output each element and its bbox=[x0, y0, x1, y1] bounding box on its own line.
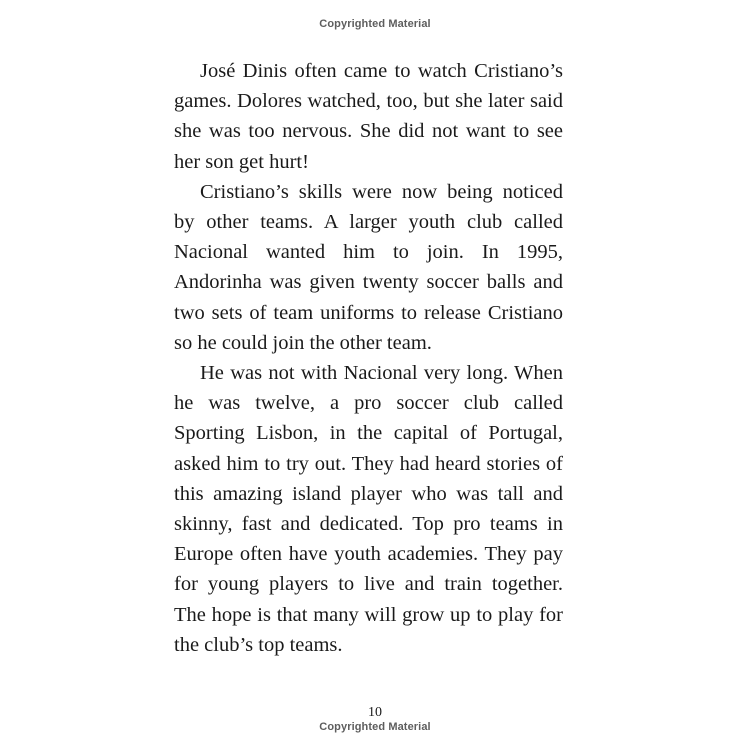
paragraph-2: Cristiano’s skills were now being noticed by other teams. A larger youth club called Nacional wanted him to join. In 1995, Andorinha was given twenty soccer balls and two sets of team uniforms to release Cristiano so he could join the other team. bbox=[174, 180, 563, 354]
body-text bbox=[174, 56, 563, 660]
page-number: 10 bbox=[368, 705, 382, 720]
copyright-watermark-top: Copyrighted Material bbox=[319, 18, 431, 30]
copyright-watermark-bottom: Copyrighted Material bbox=[319, 721, 431, 733]
paragraph-1: José Dinis often came to watch Cristiano’s games. Dolores watched, too, but she later said she was too nervous. She did not want to see her son get hurt! bbox=[174, 60, 563, 173]
paragraph-3: He was not with Nacional very long. When he was twelve, a pro soccer club called Sporting Lisbon, in the capital of Portugal, asked him to try out. They had heard stories of this amazing island player who was tall and skinny, fast and dedicated. Top pro teams in Europe often have youth academies. They pay for young players to live and train together. The hope is that many will grow up to play for the club’s top teams. bbox=[174, 362, 563, 656]
